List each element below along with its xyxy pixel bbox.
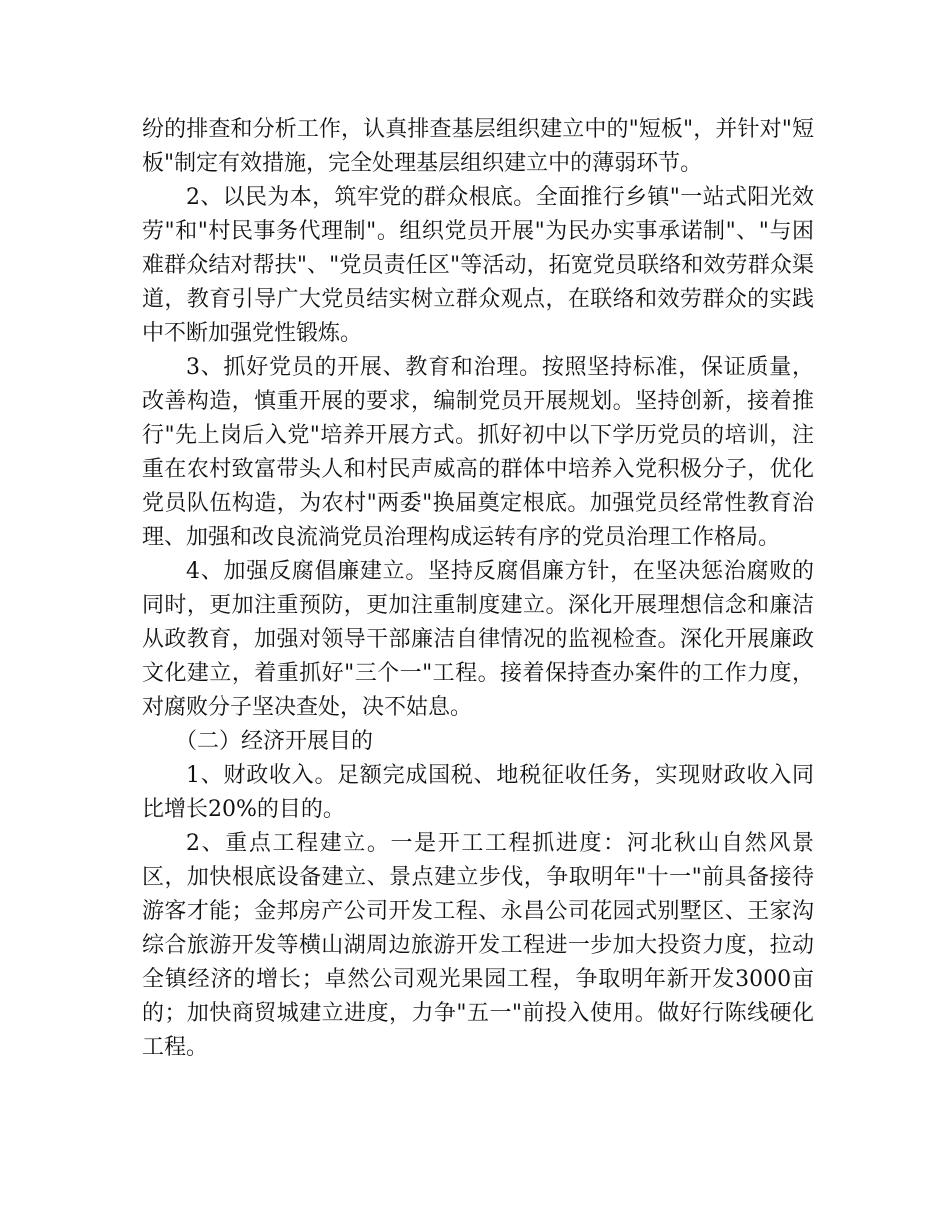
paragraph-item-2: 2、以民为本，筑牢党的群众根底。全面推行乡镇"一站式阳光效劳"和"村民事务代理制"。组织党员开展"为民办实事承诺制"、"与困难群众结对帮扶"、"党员责任区"等活动，拓宽党员联络和效劳群众渠道，教育引导广大党员结实树立群众观点，在联络和效劳群众的实践中不断加强党性锻炼。 (142, 185, 814, 346)
section-heading-economic-goals: （二）经济开展目的 (175, 729, 374, 754)
paragraph-continuation: 纷的排查和分析工作，认真排查基层组织建立中的"短板"，并针对"短板"制定有效措施，完全处理基层组织建立中的薄弱环节。 (142, 117, 814, 176)
document-page (142, 113, 814, 1065)
paragraph-item-4: 4、加强反腐倡廉建立。坚持反腐倡廉方针，在坚决惩治腐败的同时，更加注重预防，更加注重制度建立。深化开展理想信念和廉洁从政教育，加强对领导干部廉洁自律情况的监视检查。深化开展廉政文化建立，着重抓好"三个一"工程。接着保持查办案件的工作力度，对腐败分子坚决查处，决不姑息。 (142, 559, 814, 720)
paragraph-item-3: 3、抓好党员的开展、教育和治理。按照坚持标准，保证质量，改善构造，慎重开展的要求，编制党员开展规划。坚持创新，接着推行"先上岗后入党"培养开展方式。抓好初中以下学历党员的培训，注重在农村致富带头人和村民声威高的群体中培养入党积极分子，优化党员队伍构造，为农村"两委"换届奠定根底。加强党员经常性教育治理、加强和改良流淌党员治理构成运转有序的党员治理工作格局。 (142, 355, 814, 550)
paragraph-key-projects: 2、重点工程建立。一是开工工程抓进度：河北秋山自然风景区，加快根底设备建立、景点建立步伐，争取明年"十一"前具备接待游客才能；金邦房产公司开发工程、永昌公司花园式别墅区、王家沟综合旅游开发等横山湖周边旅游开发工程进一步加大投资力度，拉动全镇经济的增长；卓然公司观光果园工程，争取明年新开发3000亩的；加快商贸城建立进度，力争"五一"前投入使用。做好行陈线硬化工程。 (142, 831, 814, 1060)
paragraph-fiscal-revenue: 1、财政收入。足额完成国税、地税征收任务，实现财政收入同比增长20%的目的。 (142, 763, 814, 822)
